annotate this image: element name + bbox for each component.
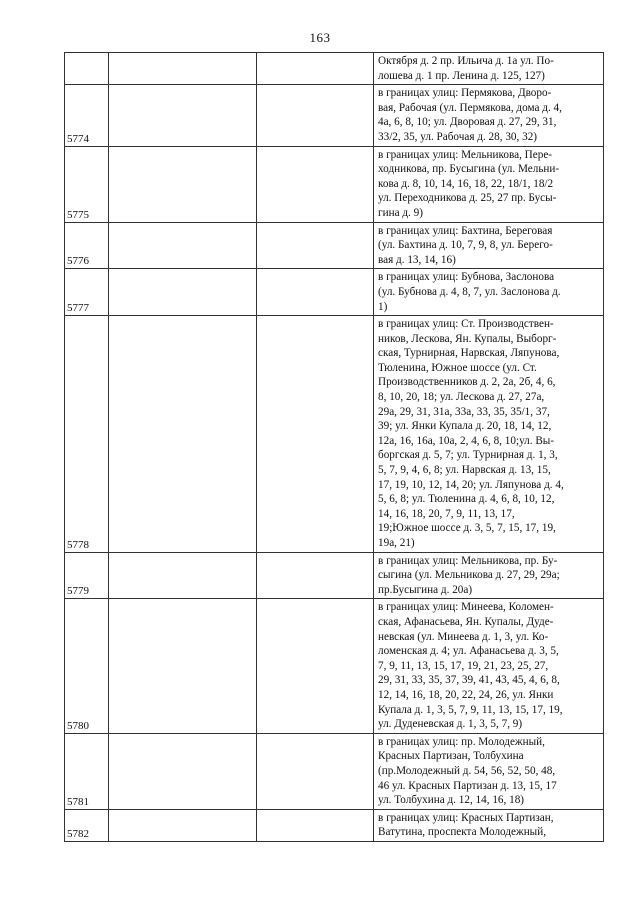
- empty-cell: [109, 599, 257, 733]
- district-number: 5782: [65, 809, 109, 841]
- table-row: [65, 53, 604, 85]
- empty-cell: [109, 146, 257, 222]
- table-row: [65, 809, 604, 841]
- empty-cell: [257, 269, 374, 316]
- district-number: 5776: [65, 222, 109, 269]
- district-boundaries: в границах улиц: Мельникова, Пере- ходникова, пр. Бусыгина (ул. Мельни- кова д. 8, 10, 14, 16, 18, 22, 18/1, 18/2 ул. Переходникова д. 25, 27 пр. Бусы- гина д. 9): [374, 146, 604, 222]
- empty-cell: [109, 552, 257, 599]
- table-row: [65, 733, 604, 809]
- district-boundaries: в границах улиц: Мельникова, пр. Бу- сыгина (ул. Мельникова д. 27, 29, 29а; пр.Бусыгина д. 20а): [374, 552, 604, 599]
- district-number: 5779: [65, 552, 109, 599]
- empty-cell: [109, 316, 257, 553]
- district-boundaries: в границах улиц: Бубнова, Заслонова (ул. Бубнова д. 4, 8, 7, ул. Заслонова д. 1): [374, 269, 604, 316]
- district-number: 5777: [65, 269, 109, 316]
- empty-cell: [109, 53, 257, 85]
- district-number: 5781: [65, 733, 109, 809]
- empty-cell: [257, 809, 374, 841]
- table-row: [65, 269, 604, 316]
- empty-cell: [257, 552, 374, 599]
- district-number: 5775: [65, 146, 109, 222]
- table-row: [65, 85, 604, 146]
- table-row: [65, 599, 604, 733]
- district-boundaries: в границах улиц: Ст. Производствен- ников, Лескова, Ян. Купалы, Выборг- ская, Турнирная, Нарвская, Ляпунова, Тюленина, Южное шоссе (ул. Ст. Производственников д. 2, 2а, 2б, 4, 6, 8, 10, 20, 18; ул. Лескова д. 27, 27а, 29а, 29, 31, 31а, 33а, 33, 35, 35/1, 37, 39; ул. Янки Купала д. 20, 18, 14, 12, 12а, 16, 16а, 10а, 2, 4, 6, 8, 10;ул. Вы- боргская д. 5, 7; ул. Турнирная д. 1, 3, 5, 7, 9, 4, 6, 8; ул. Нарвская д. 13, 15, 17, 19, 10, 12, 14, 20; ул. Ляпунова д. 4, 5, 6, 8; ул. Тюленина д. 4, 6, 8, 10, 12, 14, 16, 18, 20, 7, 9, 11, 13, 17, 19;Южное шоссе д. 3, 5, 7, 15, 17, 19, 19а, 21): [374, 316, 604, 553]
- empty-cell: [257, 316, 374, 553]
- empty-cell: [257, 222, 374, 269]
- empty-cell: [109, 222, 257, 269]
- district-boundaries: в границах улиц: Пермякова, Дворо- вая, Рабочая (ул. Пермякова, дома д. 4, 4а, 6, 8, 10; ул. Дворовая д. 27, 29, 31, 33/2, 35, ул. Рабочая д. 28, 30, 32): [374, 85, 604, 146]
- district-number: 5774: [65, 85, 109, 146]
- table-row: [65, 146, 604, 222]
- table-row: [65, 316, 604, 553]
- empty-cell: [257, 53, 374, 85]
- empty-cell: [109, 733, 257, 809]
- district-number: [65, 53, 109, 85]
- empty-cell: [109, 809, 257, 841]
- polling-districts-table: [64, 52, 604, 842]
- empty-cell: [109, 269, 257, 316]
- empty-cell: [109, 85, 257, 146]
- table-row: [65, 552, 604, 599]
- empty-cell: [257, 146, 374, 222]
- district-boundaries: в границах улиц: пр. Молодежный, Красных Партизан, Толбухина (пр.Молодежный д. 54, 56, 52, 50, 48, 46 ул. Красных Партизан д. 13, 15, 17 ул. Толбухина д. 12, 14, 16, 18): [374, 733, 604, 809]
- district-number: 5780: [65, 599, 109, 733]
- district-boundaries: в границах улиц: Минеева, Коломен- ская, Афанасьева, Ян. Купалы, Дуде- невская (ул. Минеева д. 1, 3, ул. Ко- ломенская д. 4; ул. Афанасьева д. 3, 5, 7, 9, 11, 13, 15, 17, 19, 21, 23, 25, 27, 29, 31, 33, 35, 37, 39, 41, 43, 45, 4, 6, 8, 12, 14, 16, 18, 20, 22, 24, 26, ул. Янки Купала д. 1, 3, 5, 7, 9, 11, 13, 15, 17, 19, ул. Дуденевская д. 1, 3, 5, 7, 9): [374, 599, 604, 733]
- empty-cell: [257, 733, 374, 809]
- district-boundaries: в границах улиц: Бахтина, Береговая (ул. Бахтина д. 10, 7, 9, 8, ул. Берего- вая д. 13, 14, 16): [374, 222, 604, 269]
- district-boundaries: Октября д. 2 пр. Ильича д. 1а ул. По- лошева д. 1 пр. Ленина д. 125, 127): [374, 53, 604, 85]
- district-number: 5778: [65, 316, 109, 553]
- empty-cell: [257, 85, 374, 146]
- page-number: 163: [309, 30, 331, 45]
- empty-cell: [257, 599, 374, 733]
- table-row: [65, 222, 604, 269]
- district-boundaries: в границах улиц: Красных Партизан, Ватутина, проспекта Молодежный,: [374, 809, 604, 841]
